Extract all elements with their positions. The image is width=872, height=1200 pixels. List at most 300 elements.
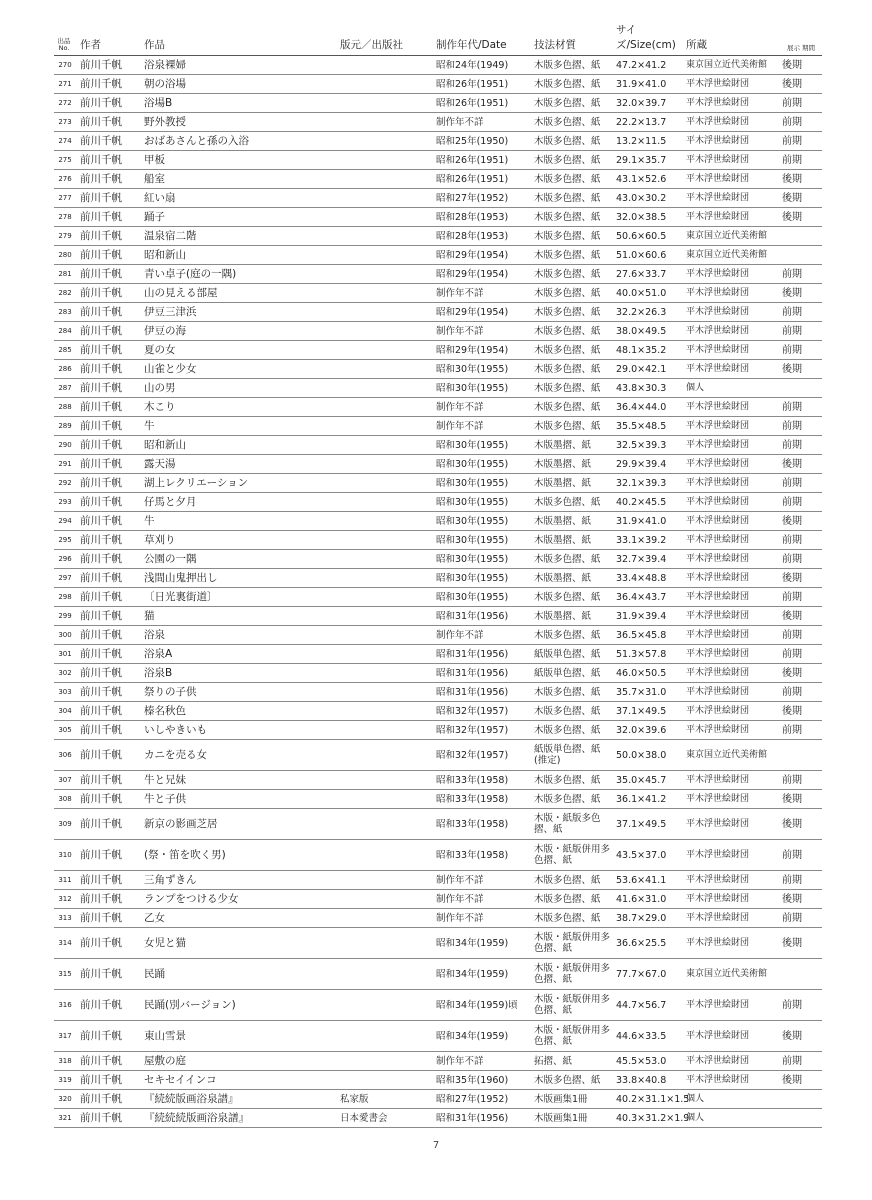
cell-work: 『続続版画浴泉譜』 (140, 1090, 336, 1109)
cell-artist: 前川千帆 (76, 702, 140, 721)
cell-size: 33.4×48.8 (612, 569, 682, 588)
cell-publisher (336, 840, 432, 871)
cell-owner: 平木浮世絵財団 (682, 75, 778, 94)
cell-artist: 前川千帆 (76, 1021, 140, 1052)
cell-period: 後期 (778, 790, 822, 809)
cell-date: 昭和28年(1953) (432, 208, 530, 227)
table-row (54, 890, 822, 909)
cell-owner: 平木浮世絵財団 (682, 493, 778, 512)
table-row (54, 265, 822, 284)
cell-work: 牛と兄妹 (140, 771, 336, 790)
cell-artist: 前川千帆 (76, 474, 140, 493)
cell-period: 前期 (778, 771, 822, 790)
table-row (54, 474, 822, 493)
cell-size: 31.9×39.4 (612, 607, 682, 626)
cell-size: 36.1×41.2 (612, 790, 682, 809)
cell-publisher (336, 928, 432, 959)
cell-period: 後期 (778, 284, 822, 303)
cell-technique: 紙版単色摺、紙 (530, 664, 612, 683)
cell-work: 朝の浴場 (140, 75, 336, 94)
cell-date: 昭和32年(1957) (432, 702, 530, 721)
cell-work: 浅間山鬼押出し (140, 569, 336, 588)
cell-period: 後期 (778, 569, 822, 588)
cell-size: 40.2×31.1×1.5 (612, 1090, 682, 1109)
cell-artist: 前川千帆 (76, 740, 140, 771)
table-row (54, 909, 822, 928)
cell-artist: 前川千帆 (76, 771, 140, 790)
cell-period: 後期 (778, 189, 822, 208)
header-owner: 所蔵 (682, 22, 778, 56)
table-row (54, 341, 822, 360)
cell-period (778, 246, 822, 265)
cell-no: 297 (54, 569, 76, 588)
cell-technique: 木版墨摺、紙 (530, 512, 612, 531)
cell-work: いしやきいも (140, 721, 336, 740)
cell-technique: 木版・紙版併用多色摺、紙 (530, 840, 612, 871)
cell-owner: 東京国立近代美術館 (682, 959, 778, 990)
cell-artist: 前川千帆 (76, 284, 140, 303)
cell-size: 43.1×52.6 (612, 170, 682, 189)
cell-artist: 前川千帆 (76, 398, 140, 417)
cell-date: 制作年不詳 (432, 626, 530, 645)
cell-owner: 平木浮世絵財団 (682, 790, 778, 809)
cell-publisher (336, 512, 432, 531)
cell-publisher (336, 871, 432, 890)
cell-owner: 平木浮世絵財団 (682, 170, 778, 189)
cell-publisher (336, 303, 432, 322)
cell-publisher (336, 721, 432, 740)
cell-period: 前期 (778, 990, 822, 1021)
cell-size: 38.7×29.0 (612, 909, 682, 928)
cell-no: 317 (54, 1021, 76, 1052)
cell-technique: 木版多色摺、紙 (530, 75, 612, 94)
cell-date: 昭和30年(1955) (432, 550, 530, 569)
cell-date: 昭和24年(1949) (432, 56, 530, 75)
cell-work: 山雀と少女 (140, 360, 336, 379)
cell-artist: 前川千帆 (76, 227, 140, 246)
cell-owner: 平木浮世絵財団 (682, 550, 778, 569)
cell-date: 昭和25年(1950) (432, 132, 530, 151)
cell-publisher (336, 227, 432, 246)
cell-publisher (336, 569, 432, 588)
cell-artist: 前川千帆 (76, 341, 140, 360)
cell-publisher (336, 132, 432, 151)
cell-work: 『続続続版画浴泉譜』 (140, 1109, 336, 1128)
cell-artist: 前川千帆 (76, 588, 140, 607)
cell-size: 33.1×39.2 (612, 531, 682, 550)
cell-period: 前期 (778, 436, 822, 455)
cell-artist: 前川千帆 (76, 75, 140, 94)
cell-publisher (336, 683, 432, 702)
cell-publisher (336, 1071, 432, 1090)
cell-publisher (336, 113, 432, 132)
cell-artist: 前川千帆 (76, 683, 140, 702)
cell-work: (祭・笛を吹く男) (140, 840, 336, 871)
cell-artist: 前川千帆 (76, 208, 140, 227)
cell-size: 32.1×39.3 (612, 474, 682, 493)
cell-date: 昭和30年(1955) (432, 512, 530, 531)
cell-no: 280 (54, 246, 76, 265)
cell-publisher (336, 284, 432, 303)
header-no: 出品 No. (54, 22, 76, 56)
table-row (54, 208, 822, 227)
table-row (54, 683, 822, 702)
table-row (54, 871, 822, 890)
cell-size: 35.5×48.5 (612, 417, 682, 436)
cell-no: 306 (54, 740, 76, 771)
cell-artist: 前川千帆 (76, 189, 140, 208)
cell-technique: 木版多色摺、紙 (530, 208, 612, 227)
cell-date: 制作年不詳 (432, 1052, 530, 1071)
table-row (54, 436, 822, 455)
cell-publisher (336, 75, 432, 94)
cell-period: 前期 (778, 840, 822, 871)
cell-owner: 平木浮世絵財団 (682, 645, 778, 664)
cell-artist: 前川千帆 (76, 379, 140, 398)
cell-size: 27.6×33.7 (612, 265, 682, 284)
table-row (54, 1021, 822, 1052)
table-row (54, 1071, 822, 1090)
cell-technique: 木版多色摺、紙 (530, 398, 612, 417)
cell-publisher (336, 341, 432, 360)
cell-date: 制作年不詳 (432, 284, 530, 303)
cell-technique: 木版多色摺、紙 (530, 284, 612, 303)
cell-period: 後期 (778, 1021, 822, 1052)
cell-date: 制作年不詳 (432, 322, 530, 341)
cell-technique: 木版多色摺、紙 (530, 417, 612, 436)
cell-period: 前期 (778, 322, 822, 341)
cell-owner: 平木浮世絵財団 (682, 94, 778, 113)
table-row (54, 1109, 822, 1128)
cell-artist: 前川千帆 (76, 1052, 140, 1071)
table-row (54, 990, 822, 1021)
cell-publisher (336, 360, 432, 379)
cell-work: 浴泉B (140, 664, 336, 683)
cell-date: 制作年不詳 (432, 398, 530, 417)
table-row (54, 790, 822, 809)
cell-date: 昭和33年(1958) (432, 790, 530, 809)
cell-owner: 平木浮世絵財団 (682, 208, 778, 227)
cell-work: 伊豆の海 (140, 322, 336, 341)
table-row (54, 417, 822, 436)
cell-publisher (336, 809, 432, 840)
cell-period (778, 1090, 822, 1109)
cell-size: 47.2×41.2 (612, 56, 682, 75)
cell-owner: 平木浮世絵財団 (682, 664, 778, 683)
cell-no: 283 (54, 303, 76, 322)
cell-technique: 木版多色摺、紙 (530, 871, 612, 890)
cell-publisher (336, 626, 432, 645)
cell-artist: 前川千帆 (76, 94, 140, 113)
cell-publisher (336, 607, 432, 626)
cell-date: 昭和30年(1955) (432, 455, 530, 474)
cell-artist: 前川千帆 (76, 151, 140, 170)
table-row (54, 928, 822, 959)
table-row (54, 771, 822, 790)
cell-owner: 平木浮世絵財団 (682, 683, 778, 702)
cell-artist: 前川千帆 (76, 626, 140, 645)
cell-work: 甲板 (140, 151, 336, 170)
cell-no: 274 (54, 132, 76, 151)
header-date: 制作年代/Date (432, 22, 530, 56)
cell-technique: 木版多色摺、紙 (530, 379, 612, 398)
cell-technique: 木版多色摺、紙 (530, 550, 612, 569)
cell-date: 昭和29年(1954) (432, 341, 530, 360)
cell-size: 36.5×45.8 (612, 626, 682, 645)
cell-period: 後期 (778, 1071, 822, 1090)
cell-no: 315 (54, 959, 76, 990)
cell-artist: 前川千帆 (76, 871, 140, 890)
cell-work: 女児と猫 (140, 928, 336, 959)
cell-size: 51.3×57.8 (612, 645, 682, 664)
header-technique: 技法材質 (530, 22, 612, 56)
header-work: 作品 (140, 22, 336, 56)
cell-date: 昭和34年(1959) (432, 959, 530, 990)
cell-owner: 平木浮世絵財団 (682, 871, 778, 890)
cell-date: 昭和33年(1958) (432, 809, 530, 840)
cell-size: 33.8×40.8 (612, 1071, 682, 1090)
cell-artist: 前川千帆 (76, 246, 140, 265)
cell-size: 48.1×35.2 (612, 341, 682, 360)
cell-publisher (336, 436, 432, 455)
cell-publisher (336, 94, 432, 113)
cell-owner: 平木浮世絵財団 (682, 702, 778, 721)
cell-date: 昭和34年(1959) (432, 928, 530, 959)
cell-artist: 前川千帆 (76, 170, 140, 189)
cell-technique: 拓摺、紙 (530, 1052, 612, 1071)
cell-artist: 前川千帆 (76, 455, 140, 474)
cell-work: 民踊 (140, 959, 336, 990)
cell-work: 浴泉 (140, 626, 336, 645)
cell-work: 昭和新山 (140, 436, 336, 455)
cell-period: 後期 (778, 75, 822, 94)
cell-size: 13.2×11.5 (612, 132, 682, 151)
header-size: サイズ/Size(cm) (612, 22, 682, 56)
cell-technique: 木版多色摺、紙 (530, 56, 612, 75)
cell-size: 46.0×50.5 (612, 664, 682, 683)
cell-no: 294 (54, 512, 76, 531)
cell-publisher: 日本愛書会 (336, 1109, 432, 1128)
cell-size: 32.0×39.7 (612, 94, 682, 113)
cell-size: 37.1×49.5 (612, 702, 682, 721)
cell-work: 乙女 (140, 909, 336, 928)
cell-no: 292 (54, 474, 76, 493)
cell-size: 43.8×30.3 (612, 379, 682, 398)
cell-date: 昭和31年(1956) (432, 683, 530, 702)
cell-period: 後期 (778, 809, 822, 840)
cell-artist: 前川千帆 (76, 1071, 140, 1090)
cell-artist: 前川千帆 (76, 360, 140, 379)
cell-technique: 木版多色摺、紙 (530, 683, 612, 702)
table-row (54, 588, 822, 607)
cell-no: 296 (54, 550, 76, 569)
cell-no: 319 (54, 1071, 76, 1090)
cell-owner: 平木浮世絵財団 (682, 607, 778, 626)
cell-technique: 木版墨摺、紙 (530, 607, 612, 626)
cell-work: 温泉宿二階 (140, 227, 336, 246)
cell-period: 後期 (778, 170, 822, 189)
header-row (54, 22, 822, 56)
cell-technique: 木版多色摺、紙 (530, 790, 612, 809)
cell-owner: 個人 (682, 1109, 778, 1128)
cell-no: 305 (54, 721, 76, 740)
cell-period: 前期 (778, 474, 822, 493)
cell-owner: 平木浮世絵財団 (682, 1052, 778, 1071)
table-row (54, 550, 822, 569)
cell-work: 夏の女 (140, 341, 336, 360)
cell-work: 猫 (140, 607, 336, 626)
cell-artist: 前川千帆 (76, 607, 140, 626)
cell-no: 302 (54, 664, 76, 683)
cell-period: 前期 (778, 113, 822, 132)
cell-period: 後期 (778, 928, 822, 959)
cell-work: 新京の影画芝居 (140, 809, 336, 840)
cell-no: 290 (54, 436, 76, 455)
cell-artist: 前川千帆 (76, 531, 140, 550)
cell-no: 311 (54, 871, 76, 890)
table-row (54, 531, 822, 550)
cell-publisher (336, 455, 432, 474)
table-row (54, 1052, 822, 1071)
cell-owner: 平木浮世絵財団 (682, 265, 778, 284)
cell-period: 後期 (778, 455, 822, 474)
cell-size: 51.0×60.6 (612, 246, 682, 265)
cell-size: 36.4×44.0 (612, 398, 682, 417)
cell-no: 285 (54, 341, 76, 360)
cell-technique: 木版多色摺、紙 (530, 493, 612, 512)
cell-date: 昭和30年(1955) (432, 360, 530, 379)
cell-period: 後期 (778, 702, 822, 721)
cell-date: 昭和26年(1951) (432, 75, 530, 94)
cell-no: 300 (54, 626, 76, 645)
cell-artist: 前川千帆 (76, 664, 140, 683)
table-row (54, 170, 822, 189)
cell-technique: 木版多色摺、紙 (530, 909, 612, 928)
cell-artist: 前川千帆 (76, 890, 140, 909)
table-row (54, 379, 822, 398)
cell-period: 前期 (778, 588, 822, 607)
cell-owner: 平木浮世絵財団 (682, 928, 778, 959)
cell-period: 前期 (778, 1052, 822, 1071)
cell-date: 昭和31年(1956) (432, 645, 530, 664)
cell-date: 昭和29年(1954) (432, 303, 530, 322)
cell-work: 山の男 (140, 379, 336, 398)
cell-no: 307 (54, 771, 76, 790)
cell-period (778, 379, 822, 398)
cell-period: 前期 (778, 626, 822, 645)
cell-size: 40.2×45.5 (612, 493, 682, 512)
cell-publisher (336, 664, 432, 683)
cell-publisher (336, 1052, 432, 1071)
header-period: 展示 期間 (778, 22, 822, 56)
cell-technique: 木版・紙版併用多色摺、紙 (530, 959, 612, 990)
table-row (54, 512, 822, 531)
cell-size: 40.0×51.0 (612, 284, 682, 303)
cell-period: 前期 (778, 94, 822, 113)
cell-technique: 木版多色摺、紙 (530, 113, 612, 132)
table-row (54, 493, 822, 512)
cell-technique: 木版多色摺、紙 (530, 265, 612, 284)
cell-publisher (336, 398, 432, 417)
cell-work: 浴泉A (140, 645, 336, 664)
cell-owner: 平木浮世絵財団 (682, 626, 778, 645)
cell-publisher (336, 246, 432, 265)
cell-owner: 平木浮世絵財団 (682, 990, 778, 1021)
cell-artist: 前川千帆 (76, 417, 140, 436)
cell-technique: 木版・紙版併用多色摺、紙 (530, 990, 612, 1021)
cell-period (778, 227, 822, 246)
cell-no: 314 (54, 928, 76, 959)
cell-owner: 平木浮世絵財団 (682, 132, 778, 151)
cell-technique: 木版多色摺、紙 (530, 151, 612, 170)
cell-publisher (336, 493, 432, 512)
cell-owner: 東京国立近代美術館 (682, 56, 778, 75)
cell-publisher (336, 170, 432, 189)
cell-technique: 木版・紙版多色摺、紙 (530, 809, 612, 840)
cell-technique: 木版墨摺、紙 (530, 569, 612, 588)
cell-artist: 前川千帆 (76, 645, 140, 664)
cell-owner: 平木浮世絵財団 (682, 189, 778, 208)
cell-no: 271 (54, 75, 76, 94)
cell-work: 〔日光裏街道〕 (140, 588, 336, 607)
page-number: 7 (432, 1140, 440, 1151)
table-row (54, 151, 822, 170)
cell-period: 前期 (778, 909, 822, 928)
cell-size: 32.0×39.6 (612, 721, 682, 740)
cell-publisher (336, 702, 432, 721)
cell-owner: 東京国立近代美術館 (682, 740, 778, 771)
cell-work: 山の見える部屋 (140, 284, 336, 303)
cell-owner: 平木浮世絵財団 (682, 512, 778, 531)
cell-owner: 平木浮世絵財団 (682, 417, 778, 436)
cell-work: 榛名秋色 (140, 702, 336, 721)
cell-work: 仔馬と夕月 (140, 493, 336, 512)
cell-work: 浴泉裸婦 (140, 56, 336, 75)
cell-date: 昭和29年(1954) (432, 265, 530, 284)
cell-work: 民踊(別バージョン) (140, 990, 336, 1021)
cell-size: 29.9×39.4 (612, 455, 682, 474)
cell-period (778, 1109, 822, 1128)
cell-publisher (336, 379, 432, 398)
cell-size: 32.2×26.3 (612, 303, 682, 322)
table-row (54, 246, 822, 265)
cell-no: 272 (54, 94, 76, 113)
cell-no: 289 (54, 417, 76, 436)
cell-artist: 前川千帆 (76, 550, 140, 569)
cell-no: 278 (54, 208, 76, 227)
cell-owner: 平木浮世絵財団 (682, 771, 778, 790)
table-body (54, 56, 822, 1128)
cell-no: 318 (54, 1052, 76, 1071)
cell-work: 草刈り (140, 531, 336, 550)
cell-work: 伊豆三津浜 (140, 303, 336, 322)
cell-artist: 前川千帆 (76, 1090, 140, 1109)
cell-owner: 東京国立近代美術館 (682, 246, 778, 265)
cell-size: 32.0×38.5 (612, 208, 682, 227)
cell-work: 浴場B (140, 94, 336, 113)
cell-work: 紅い扇 (140, 189, 336, 208)
cell-technique: 木版多色摺、紙 (530, 588, 612, 607)
cell-date: 制作年不詳 (432, 890, 530, 909)
table-row (54, 56, 822, 75)
cell-technique: 木版多色摺、紙 (530, 227, 612, 246)
cell-owner: 平木浮世絵財団 (682, 840, 778, 871)
cell-date: 昭和34年(1959)頃 (432, 990, 530, 1021)
cell-size: 35.0×45.7 (612, 771, 682, 790)
cell-technique: 木版多色摺、紙 (530, 303, 612, 322)
cell-period: 前期 (778, 398, 822, 417)
cell-no: 276 (54, 170, 76, 189)
